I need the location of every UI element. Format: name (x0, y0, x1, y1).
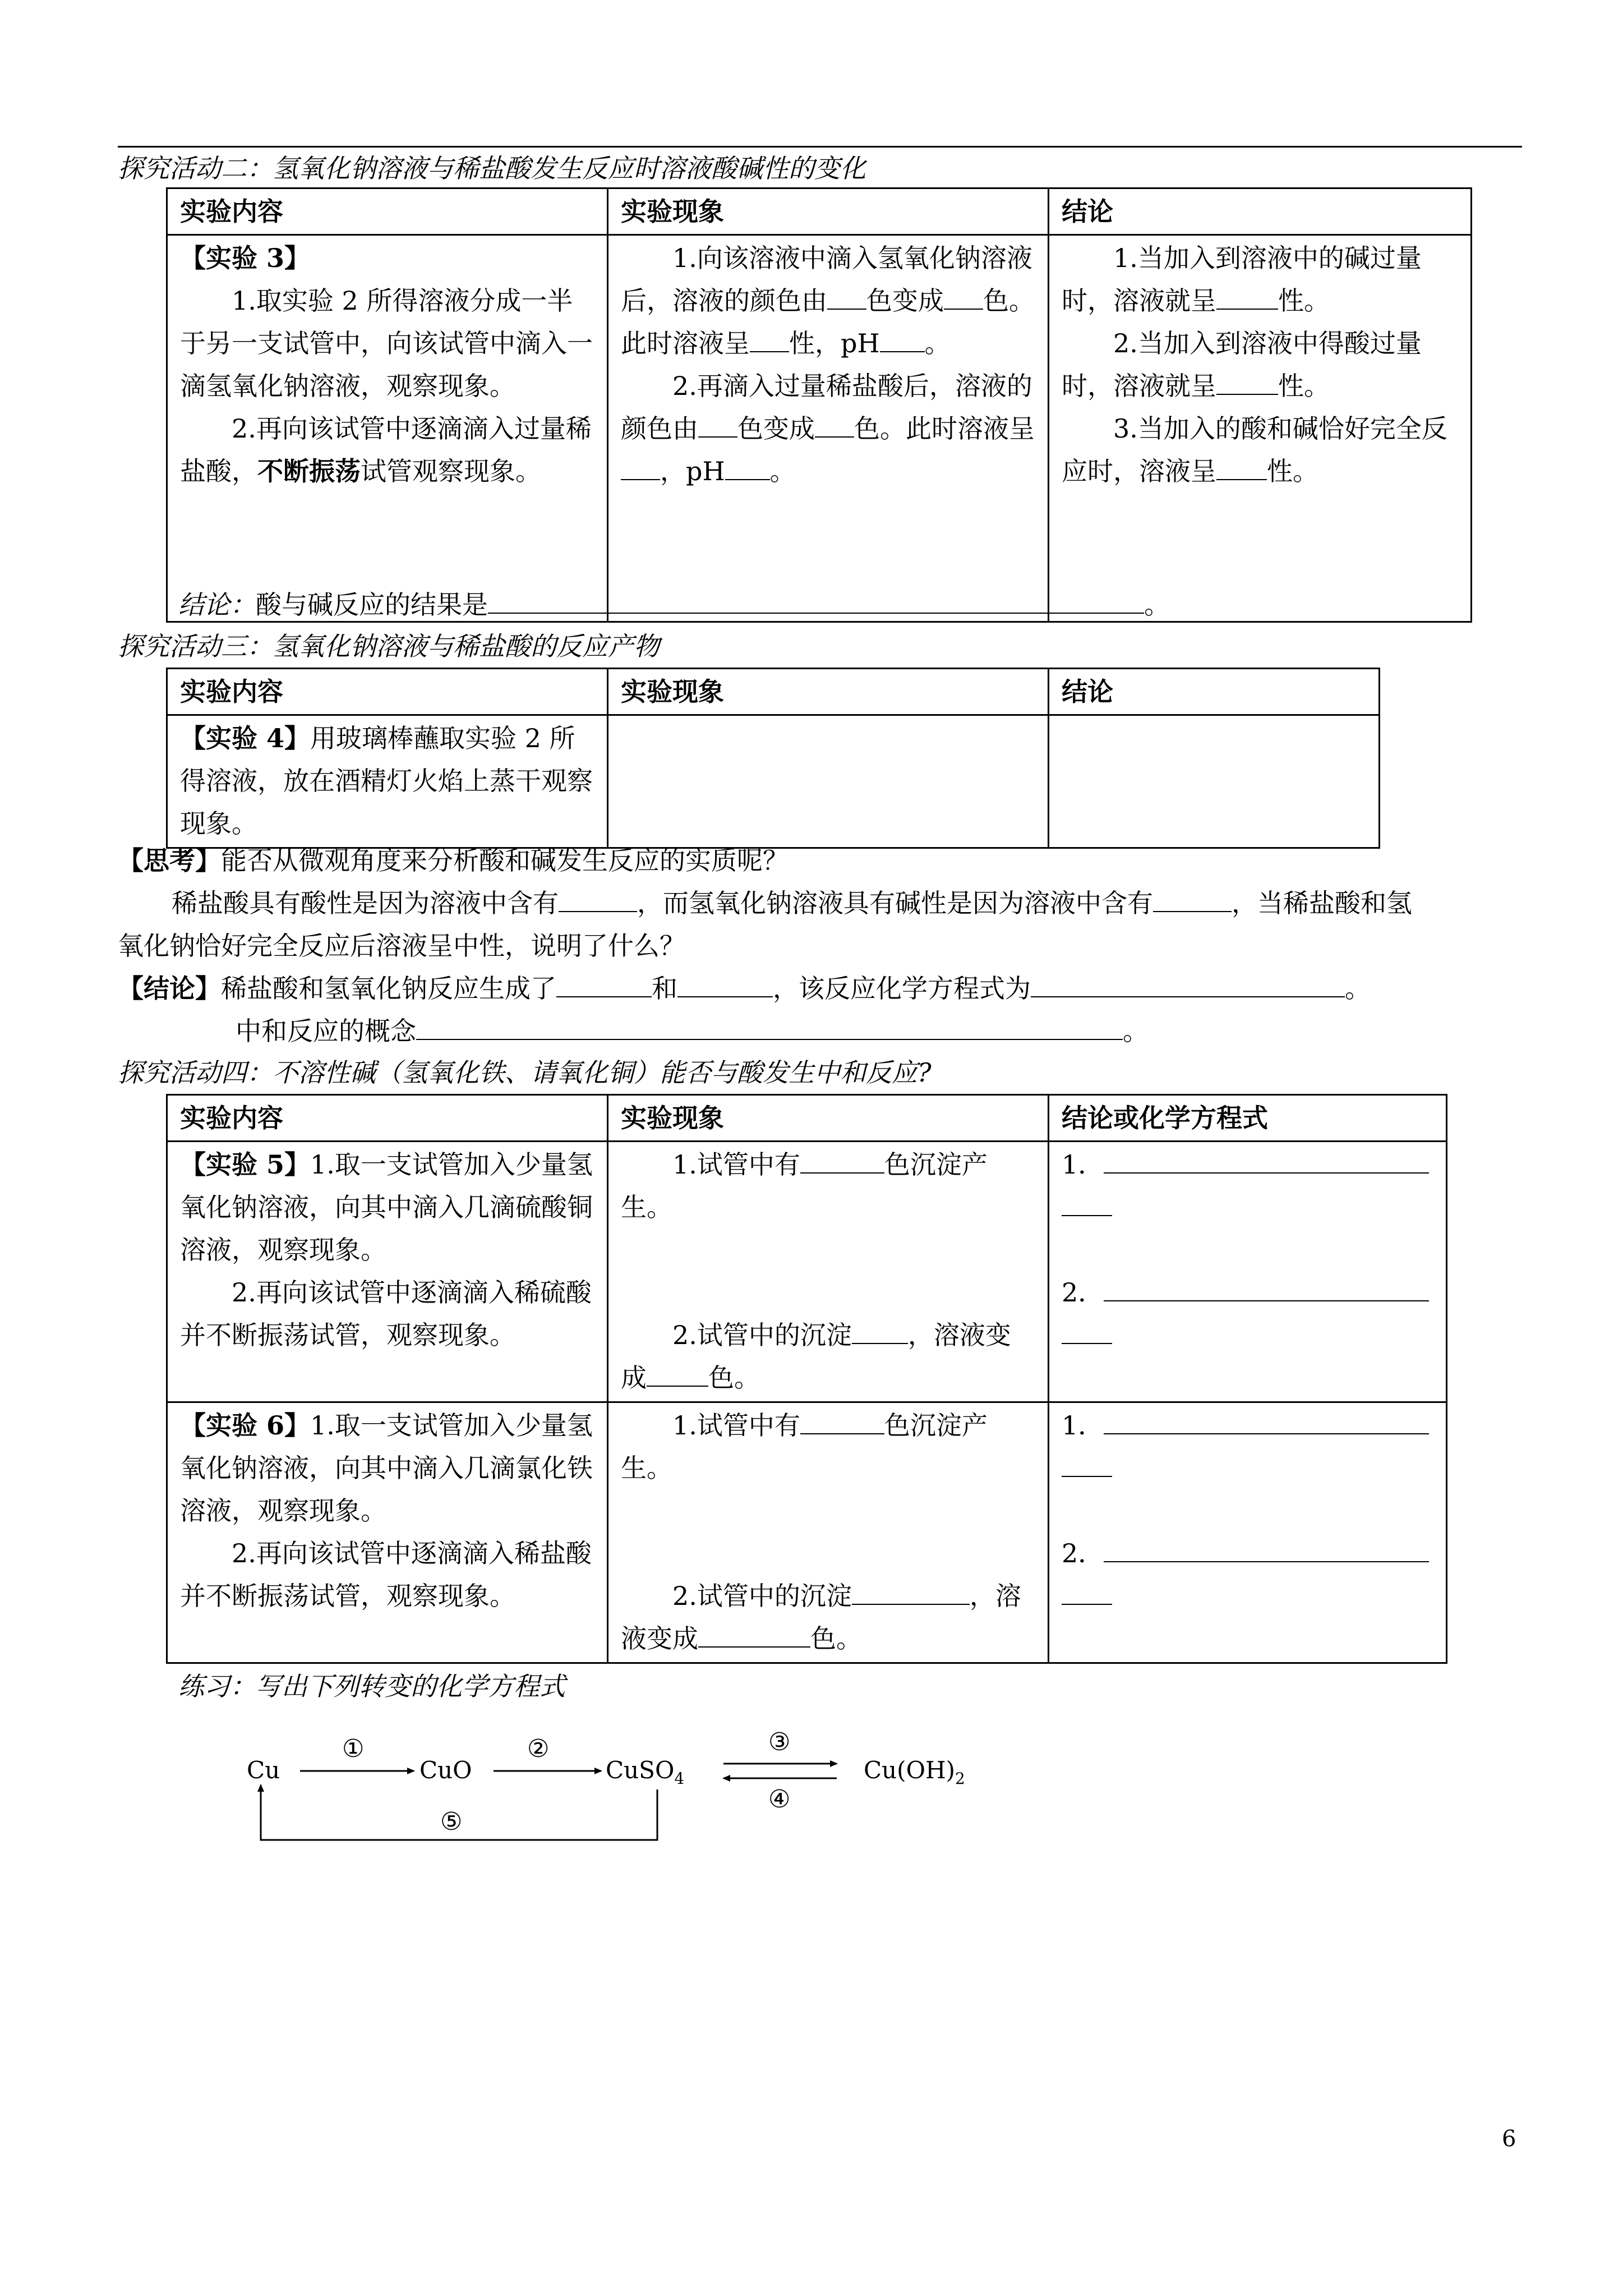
header-content: 实验内容 (167, 1095, 608, 1142)
text: 1． (1062, 1410, 1104, 1441)
conclusion-3 (1062, 407, 1458, 493)
node-cuo: CuO (419, 1756, 472, 1784)
step-3-label: ③ (768, 1728, 791, 1756)
blank (800, 1409, 884, 1434)
experiment5-step2: 2.再向该试管中逐滴滴入稀硫酸并不断振荡试管，观察现象。 (180, 1277, 592, 1350)
step2-text-c: 试管观察现象。 (361, 456, 541, 486)
table-row (167, 715, 1380, 848)
text: 色。 (810, 1623, 862, 1654)
text: 中和反应的概念 (236, 1016, 416, 1046)
formula-subscript: 4 (674, 1769, 685, 1788)
blank (1062, 1579, 1112, 1605)
answer-2 (1062, 1532, 1433, 1617)
blank (677, 972, 773, 997)
step-1-label: ① (342, 1734, 365, 1763)
blank (1216, 284, 1278, 310)
activity3-table (166, 668, 1380, 849)
blank (559, 886, 637, 912)
blank (1062, 1318, 1112, 1344)
text: 1． (1062, 1149, 1104, 1180)
text: ，当稀盐酸和氢 (1232, 888, 1412, 918)
conclusion-2 (1062, 322, 1458, 407)
header-content: 实验内容 (167, 669, 608, 715)
text: 性。 (1278, 371, 1330, 401)
experiment4-phenomenon (608, 715, 1049, 848)
blank (698, 1622, 810, 1648)
text: 和 (652, 973, 677, 1004)
experiment5-label: 【实验 5】 (180, 1149, 311, 1180)
spacer (1062, 1489, 1433, 1532)
page-number: 6 (1502, 2126, 1516, 2152)
experiment3-content (167, 235, 608, 622)
blank (815, 412, 854, 438)
blank (1104, 1409, 1429, 1434)
header-phenomenon: 实验现象 (608, 1095, 1049, 1142)
experiment4-content (167, 715, 608, 848)
blank (416, 1014, 1123, 1040)
text: 1.试管中有 (672, 1410, 800, 1441)
activity2-title: 探究活动二：氢氧化钠溶液与稀盐酸发生反应时溶液酸碱性的变化 (118, 153, 866, 183)
activity2-result (178, 588, 1170, 622)
step2-text-a: 2.再向该试管中逐滴滴入过量稀盐酸， (180, 413, 592, 486)
blank (1031, 972, 1345, 997)
text: 性。 (1278, 286, 1330, 316)
text: 1.取一支试管加入少量氢氧化钠溶液，向其中滴入几滴硫酸铜溶液，观察现象。 (180, 1149, 593, 1265)
text: 1.向该溶液中滴入氢氧化钠溶液后，溶液的颜色由 (621, 243, 1032, 316)
text: 稀盐酸和氢氧化钠反应生成了 (221, 973, 556, 1004)
text: ，溶液变成 (621, 1320, 1011, 1393)
node-cu: Cu (247, 1756, 280, 1784)
experiment4-label: 【实验 4】 (180, 723, 311, 753)
text: 1.试管中有 (672, 1149, 800, 1180)
table-row (167, 1142, 1447, 1402)
activity4-title: 探究活动四：不溶性碱（氢氧化铁、请氧化铜）能否与酸发生中和反应? (118, 1057, 932, 1088)
phenomenon-1 (621, 1404, 1035, 1489)
text: ，溶液变成 (621, 1581, 1021, 1654)
thinking-para-1 (172, 886, 1412, 920)
node-cuso4 (606, 1756, 684, 1788)
answer-2 (1062, 1271, 1433, 1356)
blank (488, 588, 1144, 614)
experiment6-content (167, 1402, 608, 1663)
blank (1062, 1451, 1112, 1477)
text: 2． (1062, 1538, 1104, 1568)
text: 1.取一支试管加入少量氢氧化钠溶液，向其中滴入几滴氯化铁溶液，观察现象。 (180, 1410, 593, 1526)
activity2-table (166, 187, 1472, 623)
text: 2.再滴入过量稀盐酸后，溶液的颜色由 (621, 371, 1032, 444)
result-end: 。 (1144, 590, 1170, 620)
text: ，而氢氧化钠溶液具有碱性是因为溶液中含有 (637, 888, 1153, 918)
text: 1.当加入到溶液中的碱过量时，溶液就呈 (1062, 243, 1422, 316)
activity3-title: 探究活动三：氢氧化钠溶液与稀盐酸的反应产物 (118, 631, 660, 661)
text: 性。 (1267, 456, 1318, 486)
phenomenon-2 (621, 1314, 1035, 1399)
blank (852, 1318, 908, 1344)
answer-1 (1062, 1143, 1433, 1228)
thinking-text: 能否从微观角度来分析酸和碱发生反应的实质呢？ (221, 845, 789, 876)
blank (750, 326, 789, 352)
blank (852, 1579, 970, 1605)
blank (1216, 369, 1278, 395)
header-conclusion: 结论 (1049, 188, 1472, 235)
experiment5-step1 (180, 1143, 594, 1271)
thinking-question (118, 844, 789, 877)
text: 。 (1345, 973, 1371, 1004)
experiment6-phenomenon (608, 1402, 1049, 1663)
text: 。 (769, 456, 796, 486)
text: 3.当加入的酸和碱恰好完全反应时，溶液呈 (1062, 413, 1447, 486)
neutralization-concept (236, 1014, 1149, 1048)
blank (1153, 886, 1232, 912)
blank (1216, 454, 1267, 480)
experiment5-content (167, 1142, 608, 1402)
blank (1104, 1148, 1429, 1174)
conclusion-sentence (118, 972, 1371, 1005)
thinking-para-2: 氧化钠恰好完全反应后溶液呈中性，说明了什么？ (118, 931, 685, 961)
phenomenon-2 (621, 365, 1035, 493)
blank (1062, 1190, 1112, 1216)
text: ，该反应化学方程式为 (773, 973, 1031, 1004)
blank (725, 454, 770, 480)
blank (944, 284, 983, 310)
text: 色。此时溶液呈 (621, 286, 1035, 358)
experiment6-label: 【实验 6】 (180, 1410, 311, 1441)
header-rule (118, 146, 1522, 148)
result-text: 酸与碱反应的结果是 (256, 590, 488, 620)
text: 色沉淀产生。 (621, 1149, 988, 1222)
spacer (621, 1489, 1035, 1575)
experiment4-conclusion (1049, 715, 1380, 848)
experiment3-conclusion (1049, 235, 1472, 622)
text: 性，pH (789, 328, 880, 358)
conclusion-label: 【结论】 (118, 973, 221, 1004)
table-row (167, 1402, 1447, 1663)
formula-subscript: 2 (955, 1769, 965, 1788)
text: 2． (1062, 1277, 1104, 1308)
text: ，pH (660, 456, 725, 486)
conclusion-1 (1062, 237, 1458, 322)
text: 色变成 (737, 413, 815, 444)
answer-1 (1062, 1404, 1433, 1489)
phenomenon-1 (621, 237, 1035, 365)
blank (1104, 1276, 1429, 1301)
header-conclusion: 结论或化学方程式 (1049, 1095, 1447, 1142)
blank (698, 412, 737, 438)
step-5-label: ⑤ (440, 1807, 463, 1836)
experiment4-text: 用玻璃棒蘸取实验 2 所得溶液，放在酒精灯火焰上蒸干观察现象。 (180, 723, 593, 839)
table-header-row (167, 1095, 1447, 1142)
activity4-table (166, 1094, 1447, 1664)
blank (880, 326, 925, 352)
experiment3-step1: 1.取实验 2 所得溶液分成一半于另一支试管中，向该试管中滴入一滴氢氧化钠溶液，观察现象。 (180, 286, 593, 401)
blank (800, 1148, 884, 1174)
step-2-label: ② (527, 1734, 550, 1763)
table-header-row (167, 188, 1472, 235)
experiment6-step1 (180, 1404, 594, 1532)
experiment3-label: 【实验 3】 (180, 243, 311, 273)
phenomenon-1 (621, 1143, 1035, 1228)
experiment6-step2: 2.再向该试管中逐滴滴入稀盐酸并不断振荡试管，观察现象。 (180, 1538, 592, 1611)
reaction-diagram (236, 1711, 1021, 1857)
formula-main: CuSO (606, 1756, 675, 1784)
blank (1104, 1536, 1429, 1562)
practice-title (178, 1669, 565, 1703)
blank (621, 454, 660, 480)
text: 2.当加入到溶液中得酸过量时，溶液就呈 (1062, 328, 1422, 401)
step-4-label: ④ (768, 1785, 791, 1814)
practice-title-text: 练习：写出下列转变的化学方程式 (178, 1671, 565, 1701)
header-conclusion: 结论 (1049, 669, 1380, 715)
step2-bold-text: 不断振荡 (257, 456, 361, 486)
thinking-label: 【思考】 (118, 845, 221, 876)
experiment3-step2 (180, 407, 594, 493)
experiment5-conclusion (1049, 1142, 1447, 1402)
table-header-row (167, 669, 1380, 715)
phenomenon-2 (621, 1575, 1035, 1660)
text: 2.试管中的沉淀 (672, 1581, 852, 1611)
text: 稀盐酸具有酸性是因为溶液中含有 (172, 888, 559, 918)
header-phenomenon: 实验现象 (608, 188, 1049, 235)
blank (647, 1361, 708, 1387)
experiment5-phenomenon (608, 1142, 1049, 1402)
blank (556, 972, 652, 997)
node-cuoh2 (864, 1756, 965, 1788)
experiment3-phenomenon (608, 235, 1049, 622)
text: 。 (1123, 1016, 1149, 1046)
text: 。 (924, 328, 951, 358)
result-label: 结论： (178, 590, 256, 620)
text: 色沉淀产生。 (621, 1410, 988, 1483)
blank (827, 284, 866, 310)
spacer (1062, 1228, 1433, 1271)
spacer (621, 1228, 1035, 1314)
text: 色。此时溶液呈 (854, 413, 1035, 444)
header-phenomenon: 实验现象 (608, 669, 1049, 715)
header-content: 实验内容 (167, 188, 608, 235)
text: 色变成 (866, 286, 944, 316)
experiment6-conclusion (1049, 1402, 1447, 1663)
table-row (167, 235, 1472, 622)
text: 色。 (708, 1363, 760, 1393)
formula-main: Cu(OH) (864, 1756, 956, 1784)
text: 2.试管中的沉淀 (672, 1320, 852, 1350)
